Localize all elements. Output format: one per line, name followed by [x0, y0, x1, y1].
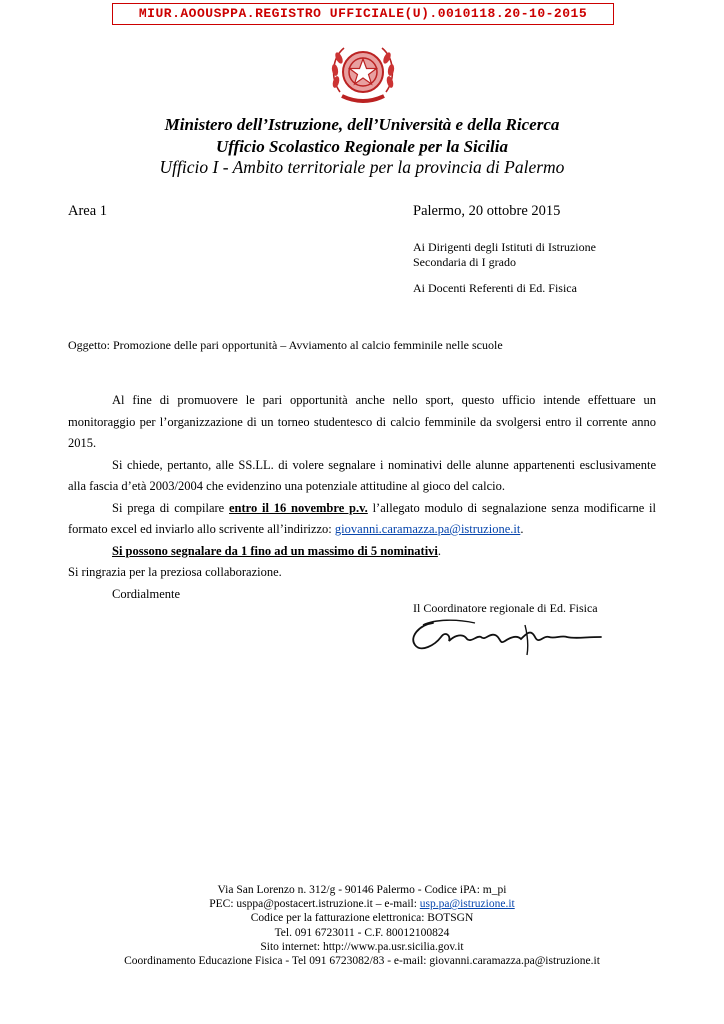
footer-coordination: Coordinamento Educazione Fisica - Tel 091 6723082/83 - e-mail: giovanni.caramazza.pa@istruzione.it	[124, 955, 600, 968]
area-label: Area 1	[68, 203, 108, 219]
recipient-line: Secondaria di I grado	[413, 255, 516, 269]
footer-phone: Tel. 091 6723011 - C.F. 80012100824	[274, 926, 450, 939]
handwritten-signature-icon	[405, 615, 605, 657]
closing: Cordialmente	[112, 586, 181, 601]
recipient-line: Ai Docenti Referenti di Ed. Fisica	[413, 281, 577, 295]
paragraph-text: .	[437, 543, 442, 558]
paragraph-text: .	[520, 522, 524, 536]
deadline-text: entro il 16 novembre p.v.	[229, 500, 368, 515]
recipients-block	[413, 240, 596, 296]
protocol-stamp: MIUR.AOOUSPPA.REGISTRO UFFICIALE(U).0010118.20-10-2015	[112, 3, 614, 25]
letter-body	[68, 390, 656, 605]
republic-emblem-icon	[330, 40, 396, 110]
max-names-note: Si possono segnalare da 1 fino ad un massimo di 5 nominativi	[112, 543, 438, 558]
paragraph-text: Si prega di compilare	[112, 500, 229, 515]
paragraph: Si chiede, pertanto, alle SS.LL. di volere segnalare i nominativi delle alunne appartenenti esclusivamente alla fascia d’età 2003/2004 che evidenzino una potenziale attitudine al gioco del calcio.	[68, 457, 656, 493]
footer-email-link[interactable]: usp.pa@istruzione.it	[419, 898, 515, 911]
paragraph	[68, 498, 656, 541]
footer-address: Via San Lorenzo n. 312/g - 90146 Palermo - Codice iPA: m_pi	[217, 884, 507, 896]
footer-website: Sito internet: http://www.pa.usr.sicilia.gov.it	[260, 940, 464, 953]
footer	[0, 883, 724, 968]
paragraph: Si ringrazia per la preziosa collaborazione.	[68, 565, 282, 579]
footer-billing-code: Codice per la fatturazione elettronica: BOTSGN	[250, 912, 474, 925]
paragraph-text: l’allegato modulo di segnalazione senza modificarne il formato excel ed inviarlo allo scrivente all’indirizzo:	[68, 500, 656, 536]
signatory-title: Il Coordinatore regionale di Ed. Fisica	[413, 601, 598, 615]
ministry-name: Ministero dell’Istruzione, dell’Università e della Ricerca	[164, 115, 560, 134]
footer-pec-text: PEC: usppa@postacert.istruzione.it – e-mail:	[209, 898, 420, 911]
paragraph	[68, 541, 656, 563]
paragraph: Al fine di promuovere le pari opportunità anche nello sport, questo ufficio intende effettuare un monitoraggio per l’organizzazione di un torneo studentesco di calcio femminile da svolgersi entro il corrente anno 2015.	[68, 393, 656, 450]
footer-pec	[0, 897, 724, 911]
letter-date: Palermo, 20 ottobre 2015	[413, 203, 561, 219]
regional-office-name: Ufficio Scolastico Regionale per la Sicilia	[216, 137, 508, 156]
recipient-line: Ai Dirigenti degli Istituti di Istruzione	[413, 240, 596, 254]
office-name: Ufficio I - Ambito territoriale per la provincia di Palermo	[159, 157, 565, 177]
contact-email-link[interactable]: giovanni.caramazza.pa@istruzione.it	[334, 522, 521, 536]
subject-line: Oggetto: Promozione delle pari opportunità – Avviamento al calcio femminile nelle scuole	[68, 338, 503, 352]
